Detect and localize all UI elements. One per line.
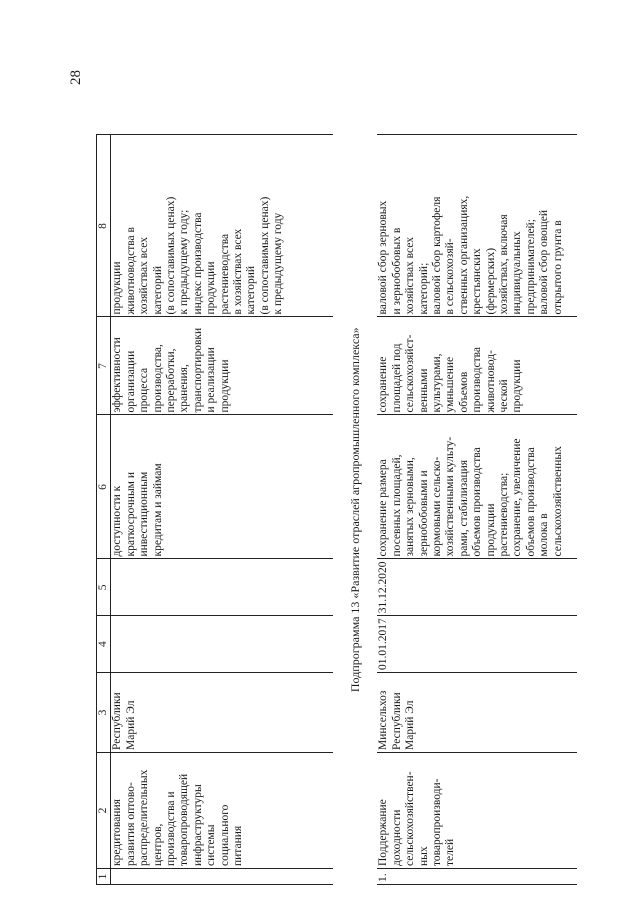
text-line: Марий Эл bbox=[404, 700, 417, 750]
text-line: краткосрочным и bbox=[124, 472, 137, 557]
text-line: хозяйствах всех bbox=[404, 237, 417, 315]
document-page bbox=[60, 25, 600, 885]
text-line: товаропроводящей bbox=[178, 773, 191, 866]
text-line: умньшение bbox=[444, 356, 457, 413]
text-line: инфраструктуры bbox=[191, 784, 204, 866]
text-line: к предыдущему году; bbox=[178, 209, 191, 315]
text-line: крестьянских bbox=[471, 248, 484, 315]
subprogram-row bbox=[333, 135, 377, 885]
text-line: к предыдущему году bbox=[272, 212, 285, 315]
text-line: транспортировки bbox=[191, 327, 204, 413]
text-line: объемов bbox=[457, 371, 470, 413]
text-line: сохранение размера bbox=[377, 459, 390, 557]
text-line: распределительных bbox=[138, 769, 151, 866]
text-line: зернобобовыми и bbox=[417, 470, 430, 557]
text-line: инвестиционным bbox=[138, 471, 151, 557]
text-line: Минсельхоз bbox=[377, 690, 390, 750]
text-line: продукции bbox=[205, 261, 218, 315]
text-line: ческой bbox=[498, 379, 511, 413]
text-line: валовой сбор овощей bbox=[538, 209, 551, 315]
text-line: продукции bbox=[111, 261, 124, 315]
column-number: 5 bbox=[97, 559, 111, 616]
text-line: кредитования bbox=[111, 799, 124, 866]
text-line: растениеводства; bbox=[498, 472, 511, 557]
column-number: 6 bbox=[97, 415, 111, 559]
text-line: в сельскохозяй- bbox=[444, 238, 457, 315]
table-cell bbox=[111, 673, 334, 753]
text-line: питания bbox=[232, 825, 245, 866]
page-number: 28 bbox=[68, 70, 84, 85]
text-line: организации bbox=[124, 350, 137, 413]
column-number: 8 bbox=[97, 135, 111, 317]
text-line: процесса bbox=[138, 367, 151, 413]
text-line: продукции bbox=[218, 359, 231, 413]
table-row bbox=[111, 135, 334, 885]
text-line: кормовыми сельско- bbox=[431, 456, 444, 557]
row-number: 1. bbox=[377, 869, 577, 885]
text-line: ных bbox=[417, 846, 430, 866]
text-line: молока в bbox=[538, 513, 551, 557]
text-line: Поддержание bbox=[377, 799, 390, 866]
table-cell bbox=[111, 753, 334, 869]
text-line: системы bbox=[205, 824, 218, 866]
text-line: рами, стабилизация bbox=[457, 459, 470, 557]
text-line: валовой сбор картофеля bbox=[431, 196, 444, 315]
text-line: индивидуальных bbox=[511, 231, 524, 315]
text-line: доходности bbox=[390, 809, 403, 866]
text-line: венными bbox=[417, 368, 430, 413]
text-line: культурами, bbox=[431, 353, 444, 413]
text-line: животноводства в bbox=[124, 227, 137, 315]
table-cell bbox=[111, 869, 334, 885]
table-cell bbox=[111, 135, 334, 317]
table-row bbox=[377, 135, 577, 885]
table-cell bbox=[111, 317, 334, 415]
text-line: открытого грунта в bbox=[551, 220, 564, 315]
text-line: и реализации bbox=[205, 347, 218, 413]
text-line: доступности к bbox=[111, 485, 124, 557]
text-line: и зернобобовых в bbox=[390, 227, 403, 315]
text-line: производства и bbox=[165, 791, 178, 866]
text-line: посевных площадей, bbox=[390, 454, 403, 557]
text-line: хозяйствах всех bbox=[138, 237, 151, 315]
text-line: производства, bbox=[151, 344, 164, 413]
text-line: производства bbox=[471, 347, 484, 413]
start-date: 01.01.2017 bbox=[377, 616, 577, 673]
table-cell bbox=[377, 415, 577, 559]
text-line: сохранение, увеличение bbox=[511, 438, 524, 557]
text-line: растениеводства bbox=[218, 233, 231, 315]
text-line: продукции bbox=[484, 503, 497, 557]
text-line: сельскохозяйст- bbox=[404, 334, 417, 413]
end-date: 31.12.2020 bbox=[377, 559, 577, 616]
text-line: занятых зерновыми, bbox=[404, 457, 417, 557]
table-cell bbox=[377, 135, 577, 317]
text-line: площадей под bbox=[390, 343, 403, 413]
column-number: 2 bbox=[97, 753, 111, 869]
text-line: сохранение bbox=[377, 356, 390, 413]
text-line: (в сопоставимых ценах) bbox=[258, 196, 271, 315]
text-line: эффективности bbox=[111, 337, 124, 413]
text-line: товаропроизводи- bbox=[431, 778, 444, 866]
text-line: объемов производства bbox=[471, 447, 484, 557]
text-line: Республики bbox=[111, 692, 124, 750]
column-number: 7 bbox=[97, 317, 111, 415]
text-line: хранения, bbox=[178, 364, 191, 413]
column-number-row bbox=[97, 135, 111, 885]
text-line: валовой сбор зерновых bbox=[377, 200, 390, 315]
table-cell bbox=[111, 559, 334, 616]
text-line: переработки, bbox=[165, 348, 178, 413]
column-number: 3 bbox=[97, 673, 111, 753]
text-line: сельскохозяйствен- bbox=[404, 771, 417, 866]
text-line: предпринимателей; bbox=[524, 219, 537, 315]
text-line: категорий bbox=[151, 265, 164, 315]
text-line: Марий Эл bbox=[124, 700, 137, 750]
text-line: категорий bbox=[245, 265, 258, 315]
text-line: развития оптово- bbox=[124, 782, 137, 866]
text-line: категорий; bbox=[417, 262, 430, 315]
text-line: телей bbox=[444, 838, 457, 866]
text-line: (фермерских) bbox=[484, 247, 497, 315]
text-line: ственных организациях, bbox=[457, 195, 470, 315]
table-cell bbox=[377, 317, 577, 415]
text-line: продукции bbox=[511, 359, 524, 413]
text-line: Республики bbox=[390, 692, 403, 750]
column-number: 1 bbox=[97, 869, 111, 885]
text-line: кредитам и займам bbox=[151, 463, 164, 557]
text-line: социального bbox=[218, 804, 231, 866]
text-line: (в сопоставимых ценах) bbox=[165, 196, 178, 315]
table-cell bbox=[377, 753, 577, 869]
table-cell bbox=[377, 673, 577, 753]
text-line: хозяйственными культу- bbox=[444, 436, 457, 557]
text-line: животновод- bbox=[484, 350, 497, 413]
table-cell bbox=[111, 415, 334, 559]
text-line: хозяйствах, включая bbox=[498, 214, 511, 315]
text-line: индекс производства bbox=[191, 212, 204, 315]
program-table bbox=[96, 135, 577, 886]
column-number: 4 bbox=[97, 616, 111, 673]
text-line: объемов производства bbox=[524, 447, 537, 557]
table-cell bbox=[111, 616, 334, 673]
text-line: в хозяйствах всех bbox=[232, 228, 245, 315]
subprogram-title: Подпрограмма 13 «Развитие отраслей агропромышленного комплекса» bbox=[347, 327, 362, 693]
text-line: сельскохозяйственных bbox=[551, 446, 564, 557]
text-line: центров, bbox=[151, 823, 164, 866]
